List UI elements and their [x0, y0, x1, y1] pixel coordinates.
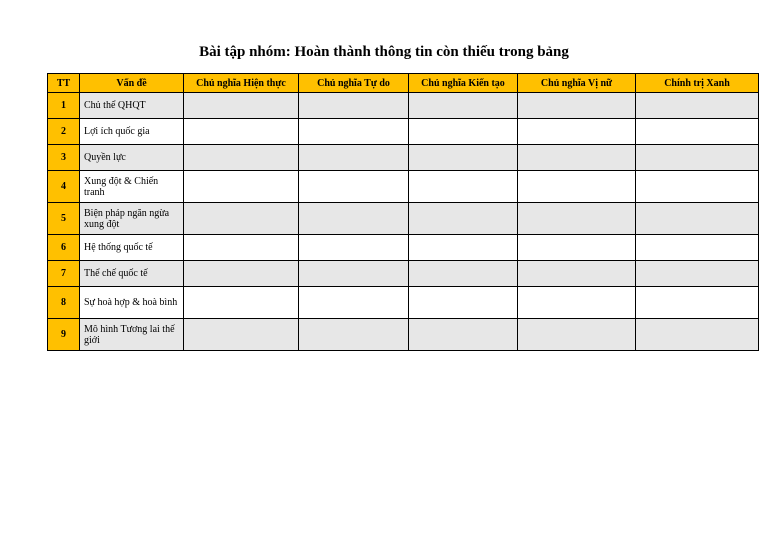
empty-cell[interactable]	[636, 203, 759, 235]
row-number: 7	[48, 261, 80, 287]
table-row	[48, 171, 759, 203]
row-number: 3	[48, 145, 80, 171]
empty-cell[interactable]	[518, 203, 636, 235]
header-row	[48, 74, 759, 93]
row-topic: Biện pháp ngăn ngừa xung đột	[80, 203, 184, 235]
row-topic: Hệ thống quốc tế	[80, 235, 184, 261]
empty-cell[interactable]	[409, 287, 518, 319]
empty-cell[interactable]	[184, 171, 299, 203]
empty-cell[interactable]	[518, 261, 636, 287]
empty-cell[interactable]	[636, 287, 759, 319]
empty-cell[interactable]	[409, 119, 518, 145]
table-row	[48, 261, 759, 287]
table-row	[48, 287, 759, 319]
header-liberalism: Chủ nghĩa Tự do	[299, 74, 409, 93]
table-row	[48, 119, 759, 145]
row-topic: Lợi ích quốc gia	[80, 119, 184, 145]
table-row	[48, 145, 759, 171]
empty-cell[interactable]	[518, 235, 636, 261]
empty-cell[interactable]	[184, 203, 299, 235]
header-constructivism: Chủ nghĩa Kiến tạo	[409, 74, 518, 93]
empty-cell[interactable]	[299, 93, 409, 119]
empty-cell[interactable]	[184, 319, 299, 351]
empty-cell[interactable]	[184, 261, 299, 287]
empty-cell[interactable]	[299, 119, 409, 145]
table-row	[48, 319, 759, 351]
table-row	[48, 203, 759, 235]
row-topic: Thể chế quốc tế	[80, 261, 184, 287]
row-number: 6	[48, 235, 80, 261]
header-tt: TT	[48, 74, 80, 93]
empty-cell[interactable]	[409, 319, 518, 351]
row-topic: Xung đột & Chiến tranh	[80, 171, 184, 203]
row-topic: Quyền lực	[80, 145, 184, 171]
empty-cell[interactable]	[518, 287, 636, 319]
row-number: 4	[48, 171, 80, 203]
empty-cell[interactable]	[299, 319, 409, 351]
empty-cell[interactable]	[184, 119, 299, 145]
empty-cell[interactable]	[636, 261, 759, 287]
empty-cell[interactable]	[636, 119, 759, 145]
empty-cell[interactable]	[636, 93, 759, 119]
empty-cell[interactable]	[409, 171, 518, 203]
empty-cell[interactable]	[636, 235, 759, 261]
empty-cell[interactable]	[409, 203, 518, 235]
empty-cell[interactable]	[518, 145, 636, 171]
table-row	[48, 93, 759, 119]
comparison-table	[47, 73, 759, 351]
empty-cell[interactable]	[409, 261, 518, 287]
empty-cell[interactable]	[299, 145, 409, 171]
empty-cell[interactable]	[518, 93, 636, 119]
empty-cell[interactable]	[409, 235, 518, 261]
header-realism: Chủ nghĩa Hiện thực	[184, 74, 299, 93]
empty-cell[interactable]	[299, 171, 409, 203]
empty-cell[interactable]	[184, 287, 299, 319]
page-title: Bài tập nhóm: Hoàn thành thông tin còn thiếu trong bảng	[199, 44, 569, 60]
header-topic: Vấn đề	[80, 74, 184, 93]
empty-cell[interactable]	[518, 119, 636, 145]
empty-cell[interactable]	[299, 261, 409, 287]
row-number: 2	[48, 119, 80, 145]
empty-cell[interactable]	[409, 93, 518, 119]
row-topic: Mô hình Tương lai thế giới	[80, 319, 184, 351]
empty-cell[interactable]	[184, 145, 299, 171]
empty-cell[interactable]	[636, 171, 759, 203]
empty-cell[interactable]	[636, 319, 759, 351]
row-number: 5	[48, 203, 80, 235]
header-feminism: Chủ nghĩa Vị nữ	[518, 74, 636, 93]
row-topic: Chủ thể QHQT	[80, 93, 184, 119]
table-row	[48, 235, 759, 261]
empty-cell[interactable]	[299, 287, 409, 319]
empty-cell[interactable]	[518, 171, 636, 203]
empty-cell[interactable]	[184, 235, 299, 261]
empty-cell[interactable]	[299, 203, 409, 235]
row-topic: Sự hoà hợp & hoà bình	[80, 287, 184, 319]
row-number: 9	[48, 319, 80, 351]
empty-cell[interactable]	[636, 145, 759, 171]
empty-cell[interactable]	[184, 93, 299, 119]
empty-cell[interactable]	[518, 319, 636, 351]
header-green-politics: Chính trị Xanh	[636, 74, 759, 93]
row-number: 8	[48, 287, 80, 319]
row-number: 1	[48, 93, 80, 119]
empty-cell[interactable]	[299, 235, 409, 261]
empty-cell[interactable]	[409, 145, 518, 171]
